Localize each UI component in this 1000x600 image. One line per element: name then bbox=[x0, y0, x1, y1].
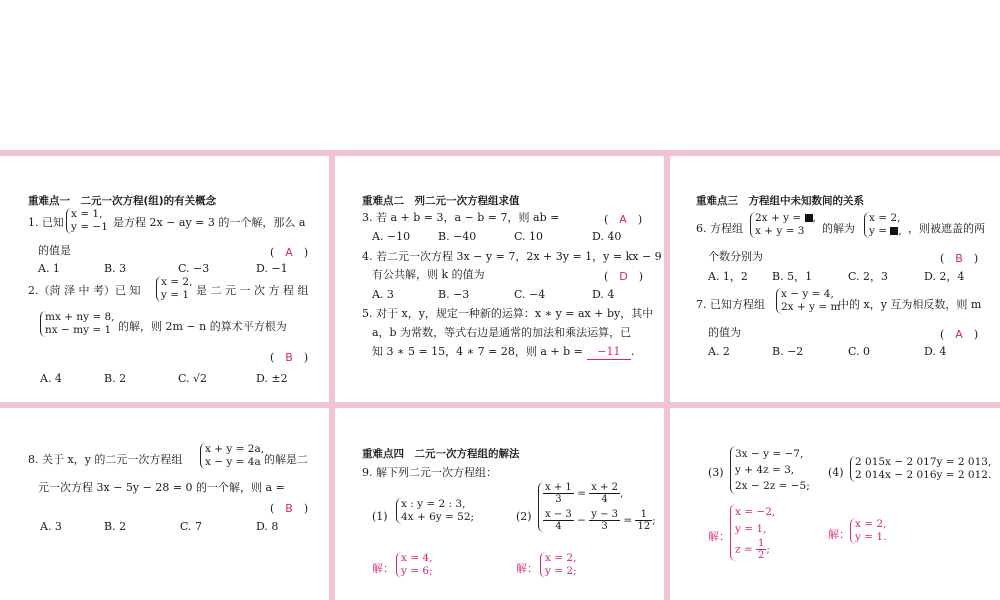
divider-top bbox=[0, 150, 1000, 156]
divider-middle bbox=[0, 402, 1000, 408]
q2-system-2: mx + ny = 8, nx − my = 1 bbox=[40, 311, 115, 337]
covered-square-icon-2 bbox=[890, 227, 898, 235]
q9-2-solution: x = 2, y = 2; bbox=[540, 552, 577, 578]
q1-system: x = 1, y = −1 bbox=[66, 208, 108, 234]
q2-answer: ( B ) bbox=[270, 351, 309, 364]
section-title-2: 重难点二 列二元一次方程组求值 bbox=[362, 195, 520, 207]
q1-option-c: C. −3 bbox=[178, 262, 210, 275]
q9-2-solution-label: 解： bbox=[516, 562, 538, 575]
q8-answer: ( B ) bbox=[270, 502, 309, 515]
q9-text: 9. 解下列二元一次方程组： bbox=[362, 466, 497, 479]
q7-option-d: D. 4 bbox=[924, 345, 947, 358]
q6-text: 的解为 bbox=[822, 222, 855, 235]
q1-answer: ( A ) bbox=[270, 246, 309, 259]
q4-option-b: B. −3 bbox=[438, 288, 470, 301]
q4-option-d: D. 4 bbox=[592, 288, 615, 301]
q7-system: x − y = 4, 2x + y = m bbox=[776, 288, 840, 314]
q4-option-c: C. −4 bbox=[514, 288, 546, 301]
q9-3-label: (3) bbox=[708, 466, 724, 479]
q9-3-solution-label: 解： bbox=[708, 530, 730, 543]
q8-option-a: A. 3 bbox=[40, 520, 62, 533]
section-title-4: 重难点四 二元一次方程组的解法 bbox=[362, 448, 520, 460]
q5-line-2: a，b 为常数，等式右边是通常的加法和乘法运算，已 bbox=[372, 326, 632, 339]
q2-option-d: D. ±2 bbox=[256, 372, 288, 385]
q1-option-b: B. 3 bbox=[104, 262, 127, 275]
q9-1-system: x : y = 2 : 3, 4x + 6y = 52; bbox=[396, 498, 474, 524]
q8-option-d: D. 8 bbox=[256, 520, 279, 533]
q8-option-b: B. 2 bbox=[104, 520, 127, 533]
q7-text: 中的 x，y 互为相反数，则 m bbox=[838, 298, 982, 311]
q9-4-solution-label: 解： bbox=[828, 528, 850, 541]
q7-option-a: A. 2 bbox=[708, 345, 730, 358]
q1-text-2: 的值是 bbox=[38, 244, 71, 257]
covered-square-icon bbox=[805, 214, 813, 222]
q1-lead: 1. 已知 bbox=[28, 216, 64, 229]
q6-option-c: C. 2，3 bbox=[848, 270, 889, 283]
q9-1-label: (1) bbox=[372, 510, 388, 523]
q6-option-b: B. 5，1 bbox=[772, 270, 813, 283]
q9-1-solution: x = 4, y = 6; bbox=[396, 552, 433, 578]
q2-text: 是 二 元 一 次 方 程 组 bbox=[196, 284, 309, 297]
q8-text-2: 元一次方程 3x − 5y − 28 = 0 的一个解，则 a = bbox=[38, 481, 285, 494]
q7-lead: 7. 已知方程组 bbox=[696, 298, 765, 311]
q2-lead: 2.（菏 泽 中 考）已 知 bbox=[28, 284, 141, 297]
q9-3-system: 3x − y = −7, y + 4z = 3, 2x − 2z = −5; bbox=[730, 446, 810, 494]
q9-4-system: 2 015x − 2 017y = 2 013, 2 014x − 2 016y = 2 012. bbox=[850, 456, 991, 482]
q6-text-2: ，则被遮盖的两 bbox=[908, 222, 985, 235]
q4-text-2: 有公共解，则 k 的值为 bbox=[372, 268, 485, 281]
q8-system: x + y = 2a, x − y = 4a bbox=[200, 443, 264, 469]
q3-option-c: C. 10 bbox=[514, 230, 544, 243]
q1-option-a: A. 1 bbox=[38, 262, 60, 275]
divider-col1 bbox=[329, 150, 335, 600]
q2-text-2: 的解，则 2m − n 的算术平方根为 bbox=[118, 320, 287, 333]
q1-text: 是方程 2x − ay = 3 的一个解，那么 a bbox=[113, 216, 306, 229]
q6-option-a: A. 1，2 bbox=[708, 270, 748, 283]
q6-lead: 6. 方程组 bbox=[696, 222, 743, 235]
q9-2-system: $\frac{x + 1}{3}$ = $\frac{x + 2}{4}$ , $\frac{x - 3}{4}$ − $\frac{y - 3}{3}$ = $\frac{1}{12}$ ; bbox=[538, 482, 656, 532]
q9-3-solution: x = −2, y = 1, z = $\frac{1}{2}$ ; bbox=[730, 504, 775, 561]
q5-line-1: 5. 对于 x，y，规定一种新的运算：x ∗ y = ax + by，其中 bbox=[362, 307, 654, 320]
q6-text-3: 个数分别为 bbox=[708, 250, 763, 263]
q6-option-d: D. 2，4 bbox=[924, 270, 965, 283]
q3-answer: ( A ) bbox=[604, 213, 643, 226]
q6-system-1: 2x + y = , x + y = 3 bbox=[750, 212, 816, 238]
q9-1-solution-label: 解： bbox=[372, 562, 394, 575]
q7-text-2: 的值为 bbox=[708, 326, 741, 339]
q8-lead: 8. 关于 x，y 的二元一次方程组 bbox=[28, 453, 183, 466]
q9-4-label: (4) bbox=[828, 466, 844, 479]
q9-4-solution: x = 2, y = 1. bbox=[850, 518, 886, 544]
q6-answer: ( B ) bbox=[940, 252, 979, 265]
q2-system-1: x = 2, y = 1 bbox=[156, 276, 192, 302]
q5-blank-answer: −11 bbox=[587, 345, 631, 360]
q8-text: 的解是二 bbox=[264, 453, 308, 466]
q4-answer: ( D ) bbox=[604, 270, 644, 283]
q2-option-a: A. 4 bbox=[40, 372, 62, 385]
q3-option-b: B. −40 bbox=[438, 230, 477, 243]
section-title-3: 重难点三 方程组中未知数间的关系 bbox=[696, 195, 864, 207]
q2-option-b: B. 2 bbox=[104, 372, 127, 385]
q2-option-c: C. √2 bbox=[178, 372, 208, 385]
q4-text: 4. 若二元一次方程 3x − y = 7，2x + 3y = 1，y = kx − 9 bbox=[362, 250, 662, 263]
q8-option-c: C. 7 bbox=[180, 520, 203, 533]
divider-col2 bbox=[664, 150, 670, 600]
q5-line-3: 知 3 ∗ 5 = 15，4 ∗ 7 = 28，则 a + b = −11 . bbox=[372, 345, 635, 358]
q4-option-a: A. 3 bbox=[372, 288, 394, 301]
q9-2-label: (2) bbox=[516, 510, 532, 523]
q7-answer: ( A ) bbox=[940, 328, 979, 341]
q1-option-d: D. −1 bbox=[256, 262, 288, 275]
q6-system-2: x = 2, y = , bbox=[864, 212, 902, 238]
q3-text: 3. 若 a + b = 3，a − b = 7，则 ab = bbox=[362, 211, 560, 224]
q3-option-d: D. 40 bbox=[592, 230, 622, 243]
q3-option-a: A. −10 bbox=[372, 230, 411, 243]
q7-option-b: B. −2 bbox=[772, 345, 804, 358]
section-title-1: 重难点一 二元一次方程(组)的有关概念 bbox=[28, 195, 217, 207]
q7-option-c: C. 0 bbox=[848, 345, 871, 358]
